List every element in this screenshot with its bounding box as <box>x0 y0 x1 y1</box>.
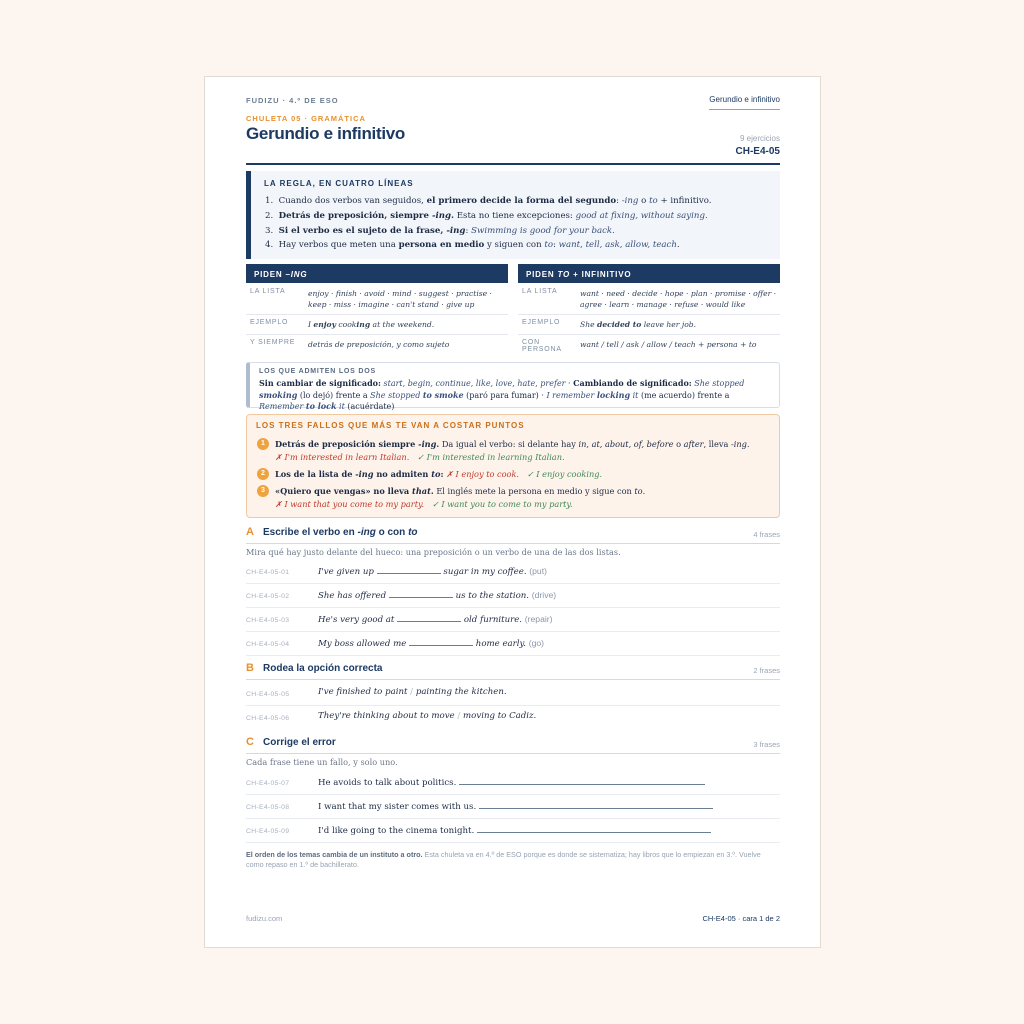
rule-item: 4. Hay verbos que meten una persona en medio y siguen con to: want, tell, ask, allow, teach. <box>265 240 680 251</box>
rule-item: 2. Detrás de preposición, siempre -ing. Esta no tiene excepciones: good at fixing, without saying. <box>265 210 708 221</box>
errors-heading: LOS TRES FALLOS QUE MÁS TE VAN A COSTAR PUNTOS <box>256 421 525 430</box>
option-2[interactable]: moving to Cadiz. <box>463 711 537 721</box>
option-2[interactable]: painting the kitchen. <box>415 687 507 697</box>
section-c-instruction: Cada frase tiene un fallo, y solo uno. <box>246 757 398 767</box>
both-text: Sin cambiar de significado: start, begin, continue, like, love, hate, prefer · Cambiando de significado: She stopped smoking (lo dejó) frente a She stopped to smoke (paró para fumar) · I remember locking it (me acuerdo) frente a Remember to lock it (acuérdate) <box>259 378 745 411</box>
to-verbs-table <box>518 264 780 357</box>
rule-list <box>265 194 765 253</box>
section-a-instruction: Mira qué hay justo delante del hueco: una preposición o un verbo de una de las dos listas. <box>246 547 621 557</box>
option-1[interactable]: They're thinking about to move <box>318 711 455 721</box>
exercise-row: CH-E4-05-06 They're thinking about to move / moving to Cadiz. <box>246 711 537 722</box>
sheet-kicker: CHULETA 05 · GRAMÁTICA <box>246 114 366 123</box>
table-row: LA LISTA enjoy · finish · avoid · mind · suggest · practise · keep · miss · imagine · can't stand · give up <box>246 283 508 315</box>
both-forms-box <box>246 362 780 411</box>
section-a-title: Escribe el verbo en -ing o con to <box>263 527 418 538</box>
ing-verbs-table <box>246 264 508 354</box>
common-errors-box <box>246 414 780 518</box>
correction-line[interactable] <box>479 800 713 809</box>
to-table-header: PIDEN TO + INFINITIVO <box>518 264 780 283</box>
ing-table-header: PIDEN –ING <box>246 264 508 283</box>
answer-blank[interactable] <box>409 637 473 646</box>
section-b-header: B Rodea la opción correcta 2 frases <box>246 660 780 680</box>
exercise-row: CH-E4-05-01 I've given up sugar in my coffee. (put) <box>246 560 780 584</box>
sheet-code: CH-E4-05 <box>735 146 780 157</box>
error-item-1: 1 Detrás de preposición siempre -ing. Da igual el verbo: si delante hay in, at, about, of, before o after, lleva -ing. ✗ I'm interested in learn Italian. ✓ I'm interested in learning Italian. <box>257 438 767 464</box>
footnote: El orden de los temas cambia de un instituto a otro. Esta chuleta va en 4.º de ESO porque es donde se sistematiza; hay libros que lo empiezan en 3.º. Vuelve como repaso en 1.º de bachillerato. <box>246 850 761 869</box>
rule-item: 3. Si el verbo es el sujeto de la frase, -ing: Swimming is good for your back. <box>265 225 615 236</box>
number-badge: 2 <box>257 468 269 480</box>
worksheet-page <box>204 76 821 948</box>
exercise-row: CH-E4-05-09 I'd like going to the cinema tonight. <box>246 819 780 843</box>
exercise-row: CH-E4-05-04 My boss allowed me home early. (go) <box>246 632 780 656</box>
table-row: Y SIEMPRE detrás de preposición, y como sujeto <box>250 339 450 349</box>
page-title: Gerundio e infinitivo <box>246 124 405 143</box>
rule-item: 1. Cuando dos verbos van seguidos, el primero decide la forma del segundo: -ing o to + infinitivo. <box>265 196 712 206</box>
section-c-header: C Corrige el error 3 frases <box>246 734 780 754</box>
exercise-row: CH-E4-05-07 He avoids to talk about politics. <box>246 771 780 795</box>
series-label: FUDIZU · 4.º DE ESO <box>246 96 339 105</box>
answer-blank[interactable] <box>389 589 453 598</box>
table-row: CON PERSONA want / tell / ask / allow / teach + persona + to <box>522 339 757 353</box>
rule-heading: LA REGLA, EN CUATRO LÍNEAS <box>264 179 414 188</box>
option-1[interactable]: I've finished to paint <box>318 687 408 697</box>
page-indicator: CH-E4-05 · cara 1 de 2 <box>702 914 780 923</box>
site-url[interactable]: fudizu.com <box>246 914 283 923</box>
number-badge: 1 <box>257 438 269 450</box>
rule-box <box>246 171 780 259</box>
table-row: EJEMPLO I enjoy cooking at the weekend. <box>246 315 508 335</box>
answer-blank[interactable] <box>397 613 461 622</box>
header-divider <box>246 163 780 165</box>
exercise-row: CH-E4-05-08 I want that my sister comes with us. <box>246 795 780 819</box>
exercise-row: CH-E4-05-03 He's very good at old furniture. (repair) <box>246 608 780 632</box>
section-a-header: A Escribe el verbo en -ing o con to 4 frases <box>246 524 780 544</box>
answer-blank[interactable] <box>377 565 441 574</box>
correction-line[interactable] <box>459 776 705 785</box>
correction-line[interactable] <box>477 824 711 833</box>
topic-tag: Gerundio e infinitivo <box>709 95 780 110</box>
table-row: LA LISTA want · need · decide · hope · plan · promise · offer · agree · learn · manage · refuse · would like <box>518 283 780 315</box>
table-row: EJEMPLO She decided to leave her job. <box>518 315 780 335</box>
exercise-count: 9 ejercicios <box>739 134 780 143</box>
both-heading: LOS QUE ADMITEN LOS DOS <box>259 368 376 375</box>
error-item-2: 2 Los de la lista de -ing no admiten to: ✗ I enjoy to cook. ✓ I enjoy cooking. <box>257 468 767 481</box>
exercise-row: CH-E4-05-05 I've finished to paint / painting the kitchen. <box>246 682 780 706</box>
exercise-row: CH-E4-05-02 She has offered us to the station. (drive) <box>246 584 780 608</box>
number-badge: 3 <box>257 485 269 497</box>
error-item-3: 3 «Quiero que vengas» no lleva that. El inglés mete la persona en medio y sigue con to. ✗ I want that you come to my party. ✓ I want you to come to my party. <box>257 485 767 511</box>
